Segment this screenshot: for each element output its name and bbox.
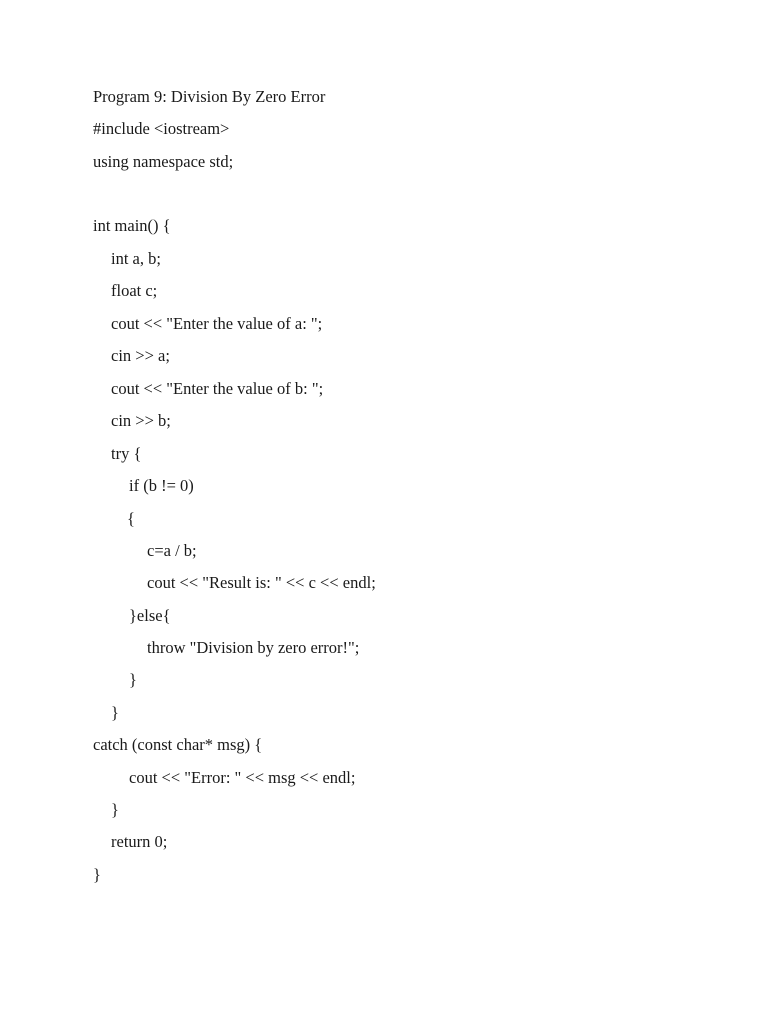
code-line: throw "Division by zero error!"; [147,638,360,657]
code-line: try { [111,444,142,463]
code-line: cin >> b; [111,411,171,430]
code-line: } [111,800,119,819]
code-line: } [111,703,119,722]
code-line: #include <iostream> [93,119,230,138]
code-line: { [127,509,135,528]
code-line: c=a / b; [147,541,197,560]
code-line: cout << "Enter the value of b: "; [111,379,324,398]
code-line: }else{ [129,606,171,625]
code-line: return 0; [111,832,168,851]
code-line: catch (const char* msg) { [93,735,263,754]
code-line: float c; [111,281,158,300]
code-line: cout << "Result is: " << c << endl; [147,573,376,592]
program-title: Program 9: Division By Zero Error [93,87,326,106]
code-line: int main() { [93,216,171,235]
code-line: if (b != 0) [129,476,194,495]
code-line: } [129,670,137,689]
code-line: cout << "Enter the value of a: "; [111,314,323,333]
code-line: cin >> a; [111,346,170,365]
code-line: using namespace std; [93,152,234,171]
code-line: } [93,865,101,884]
code-line: cout << "Error: " << msg << endl; [129,768,356,787]
code-line: int a, b; [111,249,161,268]
